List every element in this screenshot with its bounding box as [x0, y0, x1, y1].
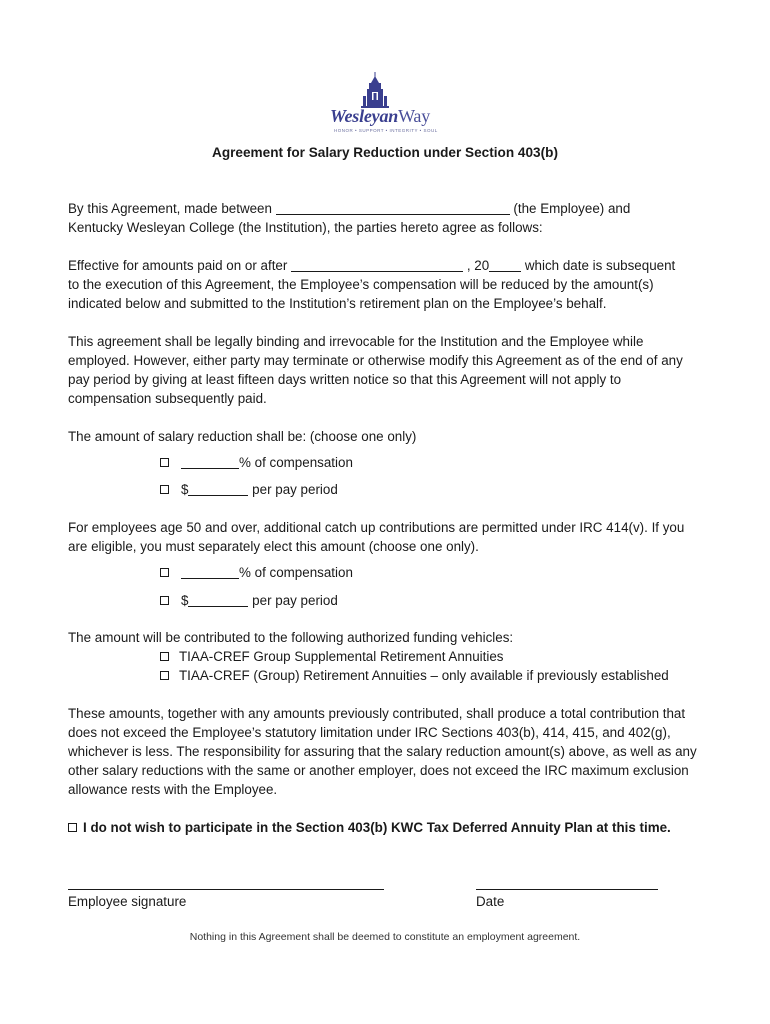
vehicle-2-checkbox[interactable]	[160, 671, 169, 680]
effective-line-1: Effective for amounts paid on or after , 20 which date is subsequent	[68, 258, 676, 273]
chapel-tower-icon	[328, 70, 444, 110]
catchup-percent-option: % of compensation	[160, 563, 353, 582]
catchup-dollar-field[interactable]	[188, 592, 248, 607]
effective-date-field[interactable]	[291, 257, 463, 272]
effective-line-2: to the execution of this Agreement, the Employee’s compensation will be reduced by the amount(s)	[68, 277, 654, 292]
vehicles-heading: The amount will be contributed to the following authorized funding vehicles:	[68, 630, 514, 645]
wesleyan-way-logo	[328, 70, 444, 140]
reduction-percent-checkbox[interactable]	[160, 458, 169, 467]
reduction-dollar-option: $ per pay period	[160, 480, 338, 499]
date-line[interactable]	[476, 889, 658, 890]
signature-line[interactable]	[68, 889, 384, 890]
intro-line-1: By this Agreement, made between (the Employee) and	[68, 201, 631, 216]
catchup-percent-checkbox[interactable]	[160, 568, 169, 577]
effective-line-3: indicated below and submitted to the Institution’s retirement plan on the Employee’s behalf.	[68, 296, 607, 311]
effective-year-field[interactable]	[489, 257, 521, 272]
reduction-percent-field[interactable]	[181, 454, 239, 469]
date-label: Date	[476, 894, 505, 909]
intro-line-2: Kentucky Wesleyan College (the Institution), the parties hereto agree as follows:	[68, 220, 543, 235]
reduction-percent-option: % of compensation	[160, 453, 353, 472]
catchup-dollar-checkbox[interactable]	[160, 596, 169, 605]
reduction-dollar-checkbox[interactable]	[160, 485, 169, 494]
logo-wordmark: WesleyanWay	[330, 106, 430, 126]
logo-tagline: HONOR • SUPPORT • INTEGRITY • SOUL	[334, 128, 438, 133]
reduction-heading: The amount of salary reduction shall be: (choose one only)	[68, 429, 417, 444]
signature-label: Employee signature	[68, 894, 187, 909]
employee-name-field[interactable]	[276, 200, 510, 215]
binding-paragraph: This agreement shall be legally binding and irrevocable for the Institution and the Employee while employed. However, either party may terminate or otherwise modify this Agreement as of the end of any pay period by giving at least fifteen days written notice so that this Agreement will not apply to compensation subsequently paid.	[68, 334, 683, 406]
vehicle-option-1: TIAA-CREF Group Supplemental Retirement Annuities	[160, 647, 504, 666]
vehicle-option-2: TIAA-CREF (Group) Retirement Annuities – only available if previously established	[160, 666, 669, 685]
page-title: Agreement for Salary Reduction under Section 403(b)	[212, 145, 558, 160]
reduction-dollar-field[interactable]	[188, 481, 248, 496]
catchup-percent-field[interactable]	[181, 564, 239, 579]
catchup-dollar-option: $ per pay period	[160, 591, 338, 610]
limits-paragraph: These amounts, together with any amounts previously contributed, shall produce a total contribution that does not exceed the Employee’s statutory limitation under IRC Sections 403(b), 414, 415, and 402(g), whichever is less. The responsibility for assuring that the salary reduction amount(s) above, as well as any other salary reductions with the same or another employer, does not exceed the IRC maximum exclusion allowance rests with the Employee.	[68, 706, 697, 797]
catchup-paragraph: For employees age 50 and over, additional catch up contributions are permitted under IRC 414(v). If you are eligible, you must separately elect this amount (choose one only).	[68, 520, 685, 554]
opt-out-checkbox[interactable]	[68, 823, 77, 832]
footer-note: Nothing in this Agreement shall be deemed to constitute an employment agreement.	[189, 931, 581, 943]
opt-out-option: I do not wish to participate in the Section 403(b) KWC Tax Deferred Annuity Plan at this time.	[68, 818, 671, 837]
vehicle-1-checkbox[interactable]	[160, 652, 169, 661]
